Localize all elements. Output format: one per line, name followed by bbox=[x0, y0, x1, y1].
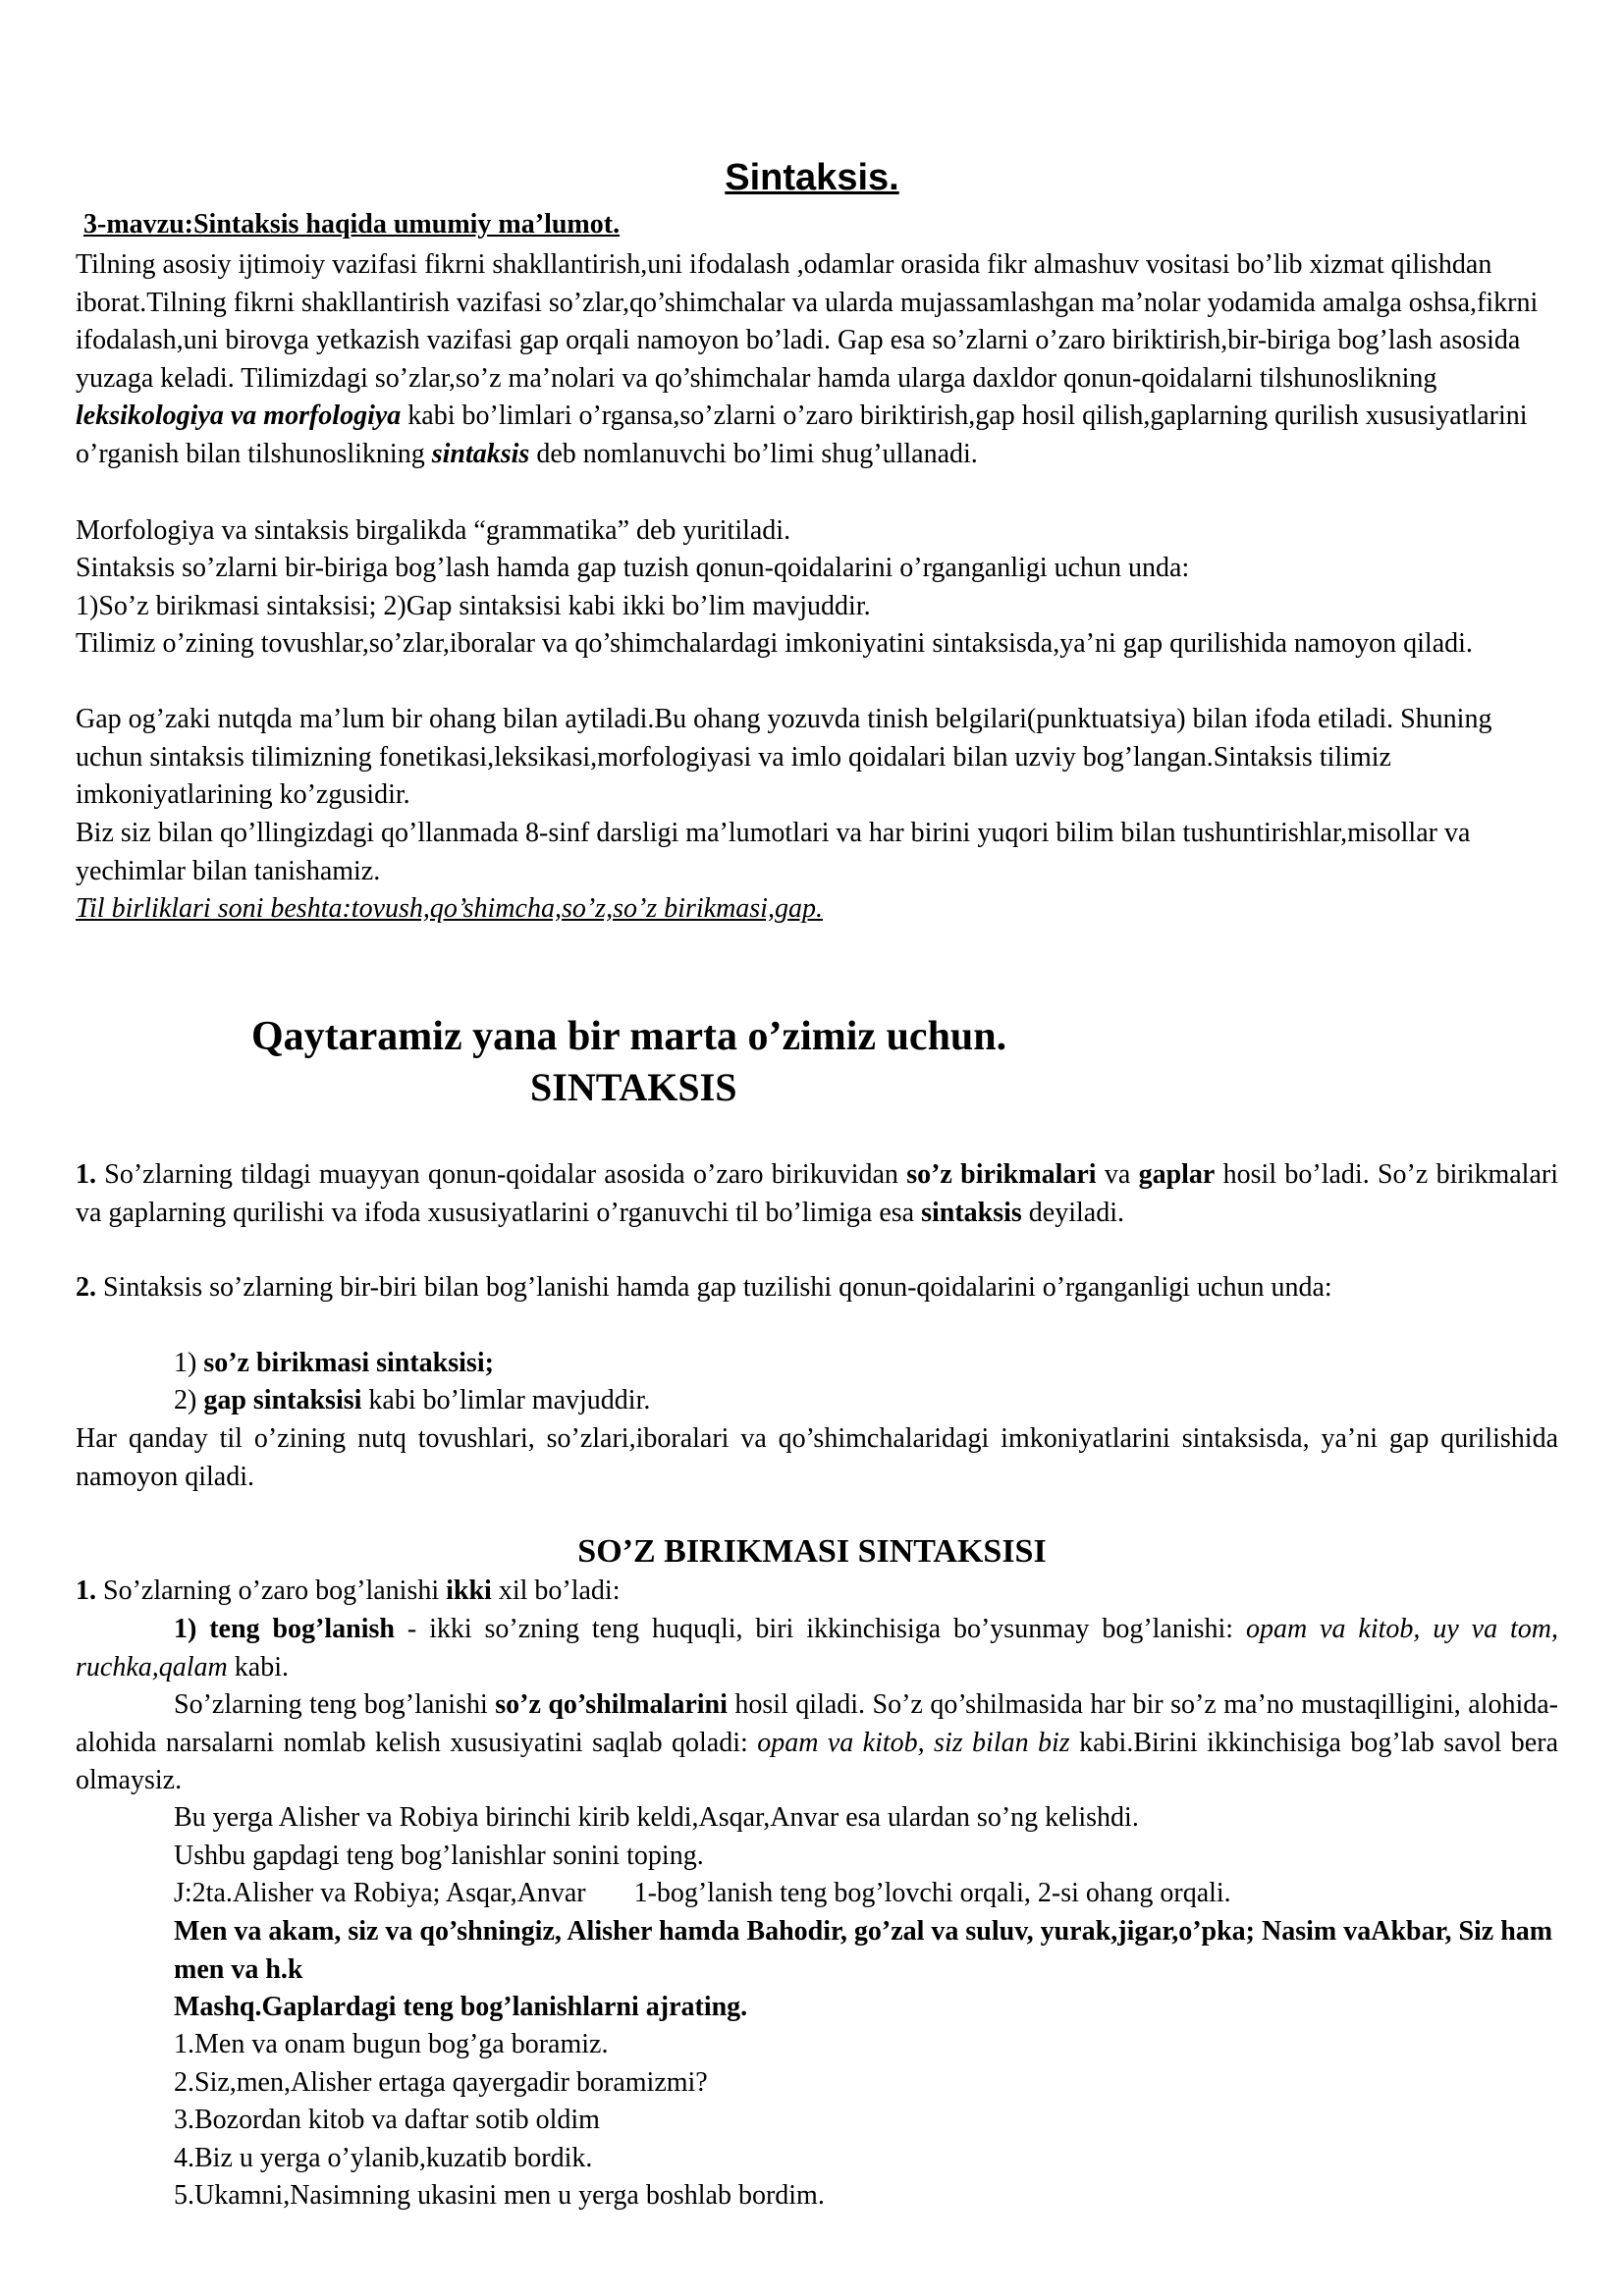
soz-line-2: Ushbu gapdagi teng bog’lanishlar sonini toping. bbox=[174, 1841, 704, 1871]
exercise-item: 1.Men va onam bugun bog’ga boramiz. bbox=[174, 2029, 609, 2059]
review-heading: Qaytaramiz yana bir marta o’zimiz uchun. bbox=[251, 1014, 1007, 1059]
soz-line-3: J:2ta.Alisher va Robiya; Asqar,Anvar 1-bog’lanish teng bog’lovchi orqali, 2-si ohang orqali. bbox=[174, 1878, 1231, 1908]
intro-paragraph-4: 1)So’z birikmasi sintaksisi; 2)Gap sintaksisi kabi ikki bo’lim mavjuddir. bbox=[76, 591, 871, 621]
intro-paragraph-2: Morfologiya va sintaksis birgalikda “grammatika” deb yuritiladi. bbox=[76, 515, 791, 546]
exercise-item: 4.Biz u yerga o’ylanib,kuzatib bordik. bbox=[174, 2143, 593, 2173]
exercise-item: 5.Ukamni,Nasimning ukasini men u yerga boshlab bordim. bbox=[174, 2180, 825, 2211]
intro-paragraph-1: Tilning asosiy ijtimoiy vazifasi fikrni shakllantirish,uni ifodalash ,odamlar orasida fikr almashuv vositasi bo’lib xizmat qilishdan iborat.Tilning fikrni shakllantirish vazifasi so’zlar,qo’shimchalar va ularda mujassamlashgan ma’nolar yodamida amalga oshsa,fikrni ifodalash,uni birovga yetkazish vazifasi gap orqali namoyon bo’ladi. Gap esa so’zlarni o’zaro biriktirish,bir-biriga bog’lash asosida yuzaga keladi. Tilimizdagi so’zlar,so’z ma’nolari va qo’shimchalar hamda ularga daxldor qonun-qoidalarni tilshunoslikning leksikologiya va morfologiya kabi bo’limlari o’rgansa,so’zlarni o’zaro biriktirish,gap hosil qilish,gaplarning qurilish xususiyatlarini o’rganish bilan tilshunoslikning sintaksis deb nomlanuvchi bo’limi shug’ullanadi. bbox=[76, 249, 1539, 469]
review-sub-1: 1) so’z birikmasi sintaksisi; bbox=[174, 1348, 494, 1378]
review-sub-2: 2) gap sintaksisi kabi bo’limlar mavjuddir. bbox=[174, 1385, 651, 1415]
soz-line-1: Bu yerga Alisher va Robiya birinchi kirib keldi,Asqar,Anvar esa ulardan so’ng kelishdi. bbox=[174, 1802, 1139, 1833]
term-leksikologiya: leksikologiya va morfologiya bbox=[76, 400, 402, 432]
intro-paragraph-6: Gap og’zaki nutqda ma’lum bir ohang bilan aytiladi.Bu ohang yozuvda tinish belgilari(punktuatsiya) bilan ifoda etiladi. Shuning uchun sintaksis tilimizning fonetikasi,leksikasi,morfologiyasi va imlo qoidalari bilan uzviy bog’langan.Sintaksis tilimiz imkoniyatlarining ko’zgusidir. bbox=[76, 704, 1492, 811]
soz-item-1: 1. So’zlarning o’zaro bog’lanishi ikki xil bo’ladi: bbox=[76, 1575, 621, 1606]
review-paragraph-har: Har qanday til o’zining nutq tovushlari, so’zlari,iboralari va qo’shimchalaridagi imkoniyatlarini sintaksisda, ya’ni gap qurilishida namoyon qiladi. bbox=[76, 1423, 1558, 1492]
term-sintaksis: sintaksis bbox=[431, 438, 530, 469]
soz-teng-boglanish: 1) teng bog’lanish - ikki so’zning teng huquqli, biri ikkinchisiga bo’ysunmay bog’lanishi: opam va kitob, uy va tom, ruchka,qalam kabi. bbox=[76, 1614, 1558, 1682]
intro-paragraph-3: Sintaksis so’zlarni bir-biriga bog’lash hamda gap tuzish qonun-qoidalarini o’rganganligi uchun unda: bbox=[76, 553, 1190, 583]
page-title: Sintaksis. bbox=[725, 157, 899, 198]
review-item-2: 2. Sintaksis so’zlarning bir-biri bilan bog’lanishi hamda gap tuzilishi qonun-qoidalarini o’rganganligi uchun unda: bbox=[76, 1272, 1332, 1303]
intro-paragraph-8: Til birliklari soni beshta:tovush,qo’shimcha,so’z,so’z birikmasi,gap. bbox=[76, 893, 823, 924]
soz-qoshilma-paragraph: So’zlarning teng bog’lanishi so’z qo’shilmalarini hosil qiladi. So’z qo’shilmasida har bir so’z ma’no mustaqilligini, alohida-alohida narsalarni nomlab kelish xususiyatini saqlab qoladi: opam va kitob, siz bilan biz kabi.Birini ikkinchisiga bog’lab savol bera olmaysiz. bbox=[76, 1689, 1559, 1796]
review-item-1: 1. So’zlarning tildagi muayyan qonun-qoidalar asosida o’zaro birikuvidan so’z birikmalari va gaplar hosil bo’ladi. So’z birikmalari va gaplarning qurilishi va ifoda xususiyatlarini o’rganuvchi til bo’limiga esa sintaksis deyiladi. bbox=[76, 1159, 1558, 1228]
soz-heading: SO’Z BIRIKMASI SINTAKSISI bbox=[577, 1533, 1047, 1570]
soz-line-5: Mashq.Gaplardagi teng bog’lanishlarni ajrating. bbox=[174, 1992, 748, 2022]
topic-title: 3-mavzu:Sintaksis haqida umumiy ma’lumot. bbox=[83, 209, 621, 240]
review-subheading: SINTAKSIS bbox=[530, 1065, 737, 1109]
intro-paragraph-5: Tilimiz o’zining tovushlar,so’zlar,iboralar va qo’shimchalardagi imkoniyatini sintaksisda,ya’ni gap qurilishida namoyon qiladi. bbox=[76, 628, 1473, 659]
intro-paragraph-7: Biz siz bilan qo’llingizdagi qo’llanmada 8-sinf darsligi ma’lumotlari va har birini yuqori bilim bilan tushuntirishlar,misollar va yechimlar bilan tanishamiz. bbox=[76, 818, 1471, 886]
soz-line-4: Men va akam, siz va qo’shningiz, Alisher hamda Bahodir, go’zal va suluv, yurak,jigar,o’pka; Nasim vaAkbar, Siz ham men va h.k bbox=[174, 1916, 1553, 1985]
exercise-item: 3.Bozordan kitob va daftar sotib oldim bbox=[174, 2105, 600, 2135]
exercise-item: 2.Siz,men,Alisher ertaga qayergadir boramizmi? bbox=[174, 2067, 708, 2098]
